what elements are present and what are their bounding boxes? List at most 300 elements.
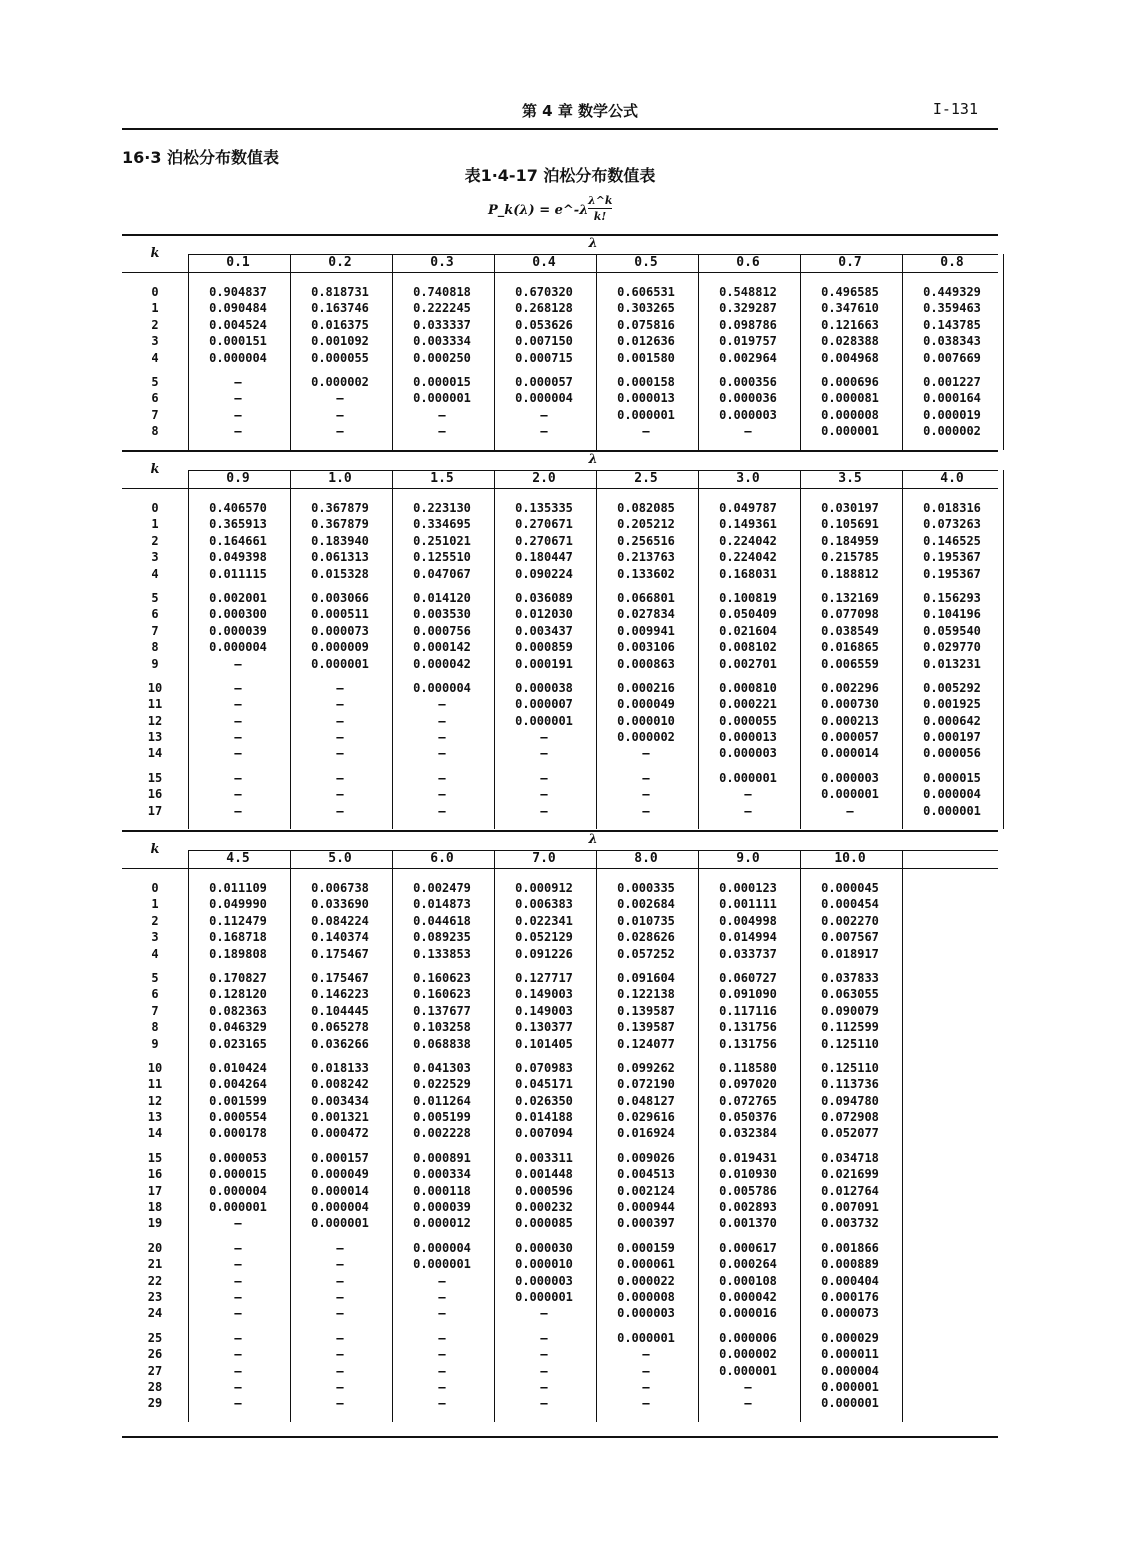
probability-cell: — (336, 1273, 344, 1288)
probability-cell: 0.000057 (515, 374, 573, 389)
row-gap (188, 366, 288, 374)
probability-cell: 0.195367 (923, 550, 981, 565)
probability-cell: 0.548812 (719, 285, 777, 299)
probability-column (494, 880, 594, 1412)
k-value: 5 (151, 590, 159, 605)
probability-cell: 0.112479 (209, 913, 267, 928)
k-value: 6 (151, 607, 159, 622)
probability-cell: 0.002479 (413, 881, 471, 895)
probability-cell: 0.038343 (923, 334, 981, 349)
probability-cell: 0.175467 (311, 946, 369, 961)
probability-cell: 0.223130 (413, 501, 471, 515)
probability-cell: 0.007669 (923, 350, 981, 365)
probability-cell: 0.000001 (821, 424, 879, 439)
probability-cell: 0.000019 (923, 407, 981, 422)
probability-cell: 0.000232 (515, 1200, 573, 1215)
probability-cell: 0.000042 (719, 1289, 777, 1304)
probability-cell: 0.818731 (311, 285, 369, 299)
probability-cell: — (234, 407, 242, 422)
probability-cell: — (336, 1347, 344, 1362)
probability-cell: 0.003437 (515, 623, 573, 638)
probability-cell: — (744, 1379, 752, 1394)
probability-cell: 0.000004 (515, 391, 573, 406)
row-gap (800, 366, 900, 374)
probability-cell: 0.329287 (719, 301, 777, 316)
probability-cell: 0.007094 (515, 1126, 573, 1141)
probability-cell: 0.004513 (617, 1167, 675, 1182)
probability-cell: 0.038549 (821, 623, 879, 638)
probability-cell: — (336, 803, 344, 818)
row-gap (698, 672, 798, 680)
probability-cell: 0.002964 (719, 350, 777, 365)
probability-cell: 0.367879 (311, 501, 369, 515)
probability-cell: 0.034718 (821, 1150, 879, 1165)
probability-cell: 0.146223 (311, 987, 369, 1002)
k-value: 3 (151, 334, 159, 349)
block-top-rule (122, 450, 998, 452)
table-bottom-rule (122, 1436, 998, 1438)
k-value: 11 (147, 1077, 163, 1092)
probability-cell: 0.000004 (209, 350, 267, 365)
row-gap (122, 1232, 188, 1240)
probability-cell: 0.904837 (209, 285, 267, 299)
probability-cell: 0.005199 (413, 1110, 471, 1125)
probability-cell: 0.030197 (821, 501, 879, 515)
probability-cell: 0.000221 (719, 697, 777, 712)
probability-cell: 0.000056 (923, 746, 981, 761)
probability-cell: — (744, 424, 752, 439)
probability-cell: 0.128120 (209, 987, 267, 1002)
probability-cell: 0.073263 (923, 517, 981, 532)
probability-cell: 0.000015 (413, 374, 471, 389)
probability-column (494, 284, 594, 440)
table-title: 表1·4-17 泊松分布数值表 (464, 166, 656, 185)
header-bottom-rule (122, 272, 998, 273)
probability-cell: 0.002684 (617, 897, 675, 912)
probability-cell: — (234, 1379, 242, 1394)
probability-cell: — (234, 680, 242, 695)
row-gap (698, 962, 798, 970)
row-gap (698, 1232, 798, 1240)
row-gap (698, 1142, 798, 1150)
k-value: 23 (147, 1289, 163, 1304)
probability-cell: 0.000397 (617, 1216, 675, 1231)
k-value: 2 (151, 913, 159, 928)
row-gap (392, 762, 492, 770)
formula-numerator: λ^k (588, 194, 613, 207)
probability-cell: 0.041303 (413, 1060, 471, 1075)
probability-cell: 0.268128 (515, 301, 573, 316)
probability-cell: 0.127717 (515, 970, 573, 985)
k-value: 10 (147, 1060, 163, 1075)
probability-cell: 0.063055 (821, 987, 879, 1002)
probability-cell: 0.009026 (617, 1150, 675, 1165)
row-gap (596, 582, 696, 590)
lambda-header: λ (588, 236, 598, 251)
probability-cell: 0.004264 (209, 1077, 267, 1092)
probability-cell: 0.000013 (617, 391, 675, 406)
probability-cell: — (438, 803, 446, 818)
probability-cell: 0.091604 (617, 970, 675, 985)
lambda-value: 1.5 (430, 471, 454, 486)
probability-cell: — (744, 787, 752, 802)
probability-column (596, 500, 696, 819)
probability-cell: 0.000108 (719, 1273, 777, 1288)
probability-cell: 0.213763 (617, 550, 675, 565)
row-gap (122, 366, 188, 374)
header-bottom-rule (122, 868, 998, 869)
row-gap (800, 1142, 900, 1150)
k-header: k (150, 462, 160, 477)
row-gap (188, 1052, 288, 1060)
probability-cell: 0.135335 (515, 501, 573, 515)
probability-cell: 0.000001 (821, 1379, 879, 1394)
probability-cell: — (540, 1363, 548, 1378)
probability-cell: 0.000045 (821, 881, 879, 895)
probability-column (596, 880, 696, 1412)
probability-column (290, 880, 390, 1412)
probability-column (392, 500, 492, 819)
formula-fraction (588, 193, 612, 224)
lambda-value: 6.0 (430, 851, 454, 866)
header-rule (122, 128, 998, 130)
probability-cell: 0.012764 (821, 1183, 879, 1198)
k-value: 15 (147, 1150, 163, 1165)
probability-cell: 0.170827 (209, 970, 267, 985)
probability-cell: 0.001599 (209, 1093, 267, 1108)
probability-cell: 0.048127 (617, 1093, 675, 1108)
probability-cell: — (234, 803, 242, 818)
probability-cell: — (642, 746, 650, 761)
probability-cell: 0.000042 (413, 656, 471, 671)
probability-cell: 0.000001 (719, 1363, 777, 1378)
row-gap (392, 1322, 492, 1330)
probability-cell: 0.104445 (311, 1003, 369, 1018)
probability-cell: 0.000715 (515, 350, 573, 365)
probability-cell: — (438, 697, 446, 712)
probability-column (392, 284, 492, 440)
probability-cell: — (234, 713, 242, 728)
probability-cell: 0.113736 (821, 1077, 879, 1092)
probability-cell: — (438, 1273, 446, 1288)
row-gap (800, 1322, 900, 1330)
k-value: 12 (147, 713, 163, 728)
probability-cell: 0.000213 (821, 713, 879, 728)
probability-cell: — (438, 1330, 446, 1345)
row-gap (290, 762, 390, 770)
probability-cell: 0.049398 (209, 550, 267, 565)
k-value: 3 (151, 550, 159, 565)
probability-cell: — (234, 1289, 242, 1304)
probability-cell: 0.000002 (617, 730, 675, 745)
probability-cell: — (438, 407, 446, 422)
k-value: 16 (147, 787, 163, 802)
probability-cell: 0.016865 (821, 640, 879, 655)
probability-cell: 0.094780 (821, 1093, 879, 1108)
probability-cell: — (438, 1363, 446, 1378)
probability-cell: 0.000073 (821, 1306, 879, 1321)
k-value: 10 (147, 680, 163, 695)
probability-cell: 0.099262 (617, 1060, 675, 1075)
probability-cell: 0.670320 (515, 285, 573, 299)
probability-cell: 0.000038 (515, 680, 573, 695)
probability-cell: 0.303265 (617, 301, 675, 316)
probability-cell: 0.000007 (515, 697, 573, 712)
probability-cell: 0.005786 (719, 1183, 777, 1198)
k-value: 2 (151, 317, 159, 332)
probability-cell: 0.000012 (413, 1216, 471, 1231)
lambda-value: 0.1 (226, 255, 250, 270)
probability-cell: — (642, 1347, 650, 1362)
probability-cell: 0.000001 (821, 1396, 879, 1411)
probability-cell: 0.000335 (617, 881, 675, 895)
probability-cell: 0.000511 (311, 607, 369, 622)
probability-cell: 0.003311 (515, 1150, 573, 1165)
row-gap (122, 762, 188, 770)
probability-cell: 0.270671 (515, 533, 573, 548)
probability-cell: — (234, 1273, 242, 1288)
probability-cell: 0.168718 (209, 930, 267, 945)
probability-cell: — (336, 1330, 344, 1345)
probability-cell: — (234, 1347, 242, 1362)
k-value: 6 (151, 391, 159, 406)
probability-cell: 0.367879 (311, 517, 369, 532)
probability-cell: 0.000001 (413, 391, 471, 406)
row-gap (188, 1142, 288, 1150)
probability-cell: 0.189808 (209, 946, 267, 961)
probability-cell: — (234, 1306, 242, 1321)
probability-cell: 0.002893 (719, 1200, 777, 1215)
k-value: 9 (151, 1036, 159, 1051)
row-gap (122, 672, 188, 680)
probability-cell: 0.000057 (821, 730, 879, 745)
probability-cell: 0.000004 (413, 1240, 471, 1255)
row-gap (494, 962, 594, 970)
probability-cell: 0.000001 (515, 1289, 573, 1304)
k-value: 17 (147, 803, 163, 818)
probability-cell: — (336, 1289, 344, 1304)
probability-cell: 0.018133 (311, 1060, 369, 1075)
probability-cell: 0.132169 (821, 590, 879, 605)
probability-cell: — (336, 713, 344, 728)
lambda-value: 9.0 (736, 851, 760, 866)
probability-cell: 0.000730 (821, 697, 879, 712)
probability-cell: 0.222245 (413, 301, 471, 316)
k-value: 12 (147, 1093, 163, 1108)
probability-cell: 0.149003 (515, 1003, 573, 1018)
probability-column (596, 284, 696, 440)
probability-cell: 0.002296 (821, 680, 879, 695)
probability-cell: 0.143785 (923, 317, 981, 332)
probability-cell: — (336, 1306, 344, 1321)
probability-cell: 0.000001 (617, 407, 675, 422)
k-value: 22 (147, 1273, 163, 1288)
probability-cell: — (642, 770, 650, 785)
k-value: 24 (147, 1306, 163, 1321)
probability-column (188, 880, 288, 1412)
probability-cell: 0.047067 (413, 566, 471, 581)
probability-cell: 0.000001 (413, 1257, 471, 1272)
k-value: 6 (151, 987, 159, 1002)
probability-cell: — (642, 1396, 650, 1411)
probability-cell: 0.359463 (923, 301, 981, 316)
probability-cell: 0.000073 (311, 623, 369, 638)
probability-cell: 0.044618 (413, 913, 471, 928)
k-value: 13 (147, 730, 163, 745)
probability-cell: 0.000159 (617, 1240, 675, 1255)
probability-cell: 0.104196 (923, 607, 981, 622)
probability-cell: 0.032384 (719, 1126, 777, 1141)
probability-column (800, 500, 900, 819)
probability-cell: 0.000049 (617, 697, 675, 712)
probability-cell: — (540, 770, 548, 785)
lambda-value: 8.0 (634, 851, 658, 866)
row-gap (122, 1322, 188, 1330)
row-gap (290, 962, 390, 970)
probability-cell: 0.118580 (719, 1060, 777, 1075)
probability-cell: 0.049787 (719, 501, 777, 515)
probability-cell: — (642, 787, 650, 802)
probability-cell: 0.270671 (515, 517, 573, 532)
probability-cell: 0.090224 (515, 566, 573, 581)
lambda-value: 10.0 (834, 851, 866, 866)
row-gap (188, 1322, 288, 1330)
page-number: I-131 (932, 100, 978, 118)
probability-cell: — (234, 1240, 242, 1255)
row-gap (392, 1052, 492, 1060)
table-block (122, 830, 998, 1530)
k-value: 0 (151, 501, 159, 515)
probability-cell: — (540, 1379, 548, 1394)
probability-cell: 0.066801 (617, 590, 675, 605)
probability-cell: — (642, 803, 650, 818)
probability-cell: 0.090484 (209, 301, 267, 316)
probability-cell: 0.029616 (617, 1110, 675, 1125)
probability-cell: 0.007150 (515, 334, 573, 349)
probability-cell: — (234, 1257, 242, 1272)
probability-cell: 0.018316 (923, 501, 981, 515)
probability-cell: 0.072908 (821, 1110, 879, 1125)
probability-cell: 0.003530 (413, 607, 471, 622)
probability-cell: 0.007567 (821, 930, 879, 945)
probability-cell: 0.000003 (515, 1273, 573, 1288)
probability-cell: 0.015328 (311, 566, 369, 581)
k-value: 15 (147, 770, 163, 785)
row-gap (122, 1142, 188, 1150)
k-value: 29 (147, 1396, 163, 1411)
probability-cell: — (642, 1379, 650, 1394)
probability-cell: 0.011115 (209, 566, 267, 581)
probability-cell: — (540, 407, 548, 422)
row-gap (494, 366, 594, 374)
probability-column (698, 284, 798, 440)
probability-cell: 0.000642 (923, 713, 981, 728)
probability-cell: — (744, 803, 752, 818)
probability-cell: 0.029770 (923, 640, 981, 655)
probability-cell: 0.103258 (413, 1020, 471, 1035)
probability-cell: 0.016375 (311, 317, 369, 332)
probability-cell: 0.175467 (311, 970, 369, 985)
probability-cell: 0.160623 (413, 987, 471, 1002)
probability-cell: 0.001111 (719, 897, 777, 912)
probability-cell: 0.000863 (617, 656, 675, 671)
probability-cell: 0.000022 (617, 1273, 675, 1288)
probability-cell: 0.140374 (311, 930, 369, 945)
probability-cell: 0.000889 (821, 1257, 879, 1272)
row-gap (392, 1142, 492, 1150)
probability-cell: 0.160623 (413, 970, 471, 985)
probability-cell: 0.019431 (719, 1150, 777, 1165)
k-value: 7 (151, 407, 159, 422)
probability-cell: 0.007091 (821, 1200, 879, 1215)
probability-cell: 0.000013 (719, 730, 777, 745)
probability-cell: 0.033337 (413, 317, 471, 332)
probability-cell: 0.740818 (413, 285, 471, 299)
probability-cell: 0.000002 (719, 1347, 777, 1362)
row-gap (290, 1142, 390, 1150)
probability-cell: 0.072765 (719, 1093, 777, 1108)
probability-cell: 0.496585 (821, 285, 879, 299)
probability-cell: 0.000039 (209, 623, 267, 638)
probability-cell: 0.000356 (719, 374, 777, 389)
probability-column (698, 880, 798, 1412)
k-value: 14 (147, 1126, 163, 1141)
probability-cell: 0.075816 (617, 317, 675, 332)
probability-cell: 0.000081 (821, 391, 879, 406)
probability-cell: — (234, 424, 242, 439)
probability-cell: 0.000001 (821, 787, 879, 802)
probability-cell: 0.000696 (821, 374, 879, 389)
probability-cell: 0.003334 (413, 334, 471, 349)
probability-cell: 0.105691 (821, 517, 879, 532)
probability-cell: 0.163746 (311, 301, 369, 316)
probability-column (800, 880, 900, 1412)
probability-cell: 0.133602 (617, 566, 675, 581)
lambda-value: 0.3 (430, 255, 454, 270)
row-gap (188, 1232, 288, 1240)
probability-cell: — (336, 697, 344, 712)
k-value: 4 (151, 946, 159, 961)
probability-column (188, 500, 288, 819)
probability-cell: 0.121663 (821, 317, 879, 332)
k-value: 5 (151, 374, 159, 389)
probability-cell: 0.097020 (719, 1077, 777, 1092)
k-value: 28 (147, 1379, 163, 1394)
probability-cell: 0.133853 (413, 946, 471, 961)
probability-cell: 0.002228 (413, 1126, 471, 1141)
k-value: 1 (151, 897, 159, 912)
probability-cell: 0.000055 (311, 350, 369, 365)
probability-cell: — (234, 697, 242, 712)
row-gap (494, 1232, 594, 1240)
probability-cell: 0.000001 (515, 713, 573, 728)
probability-cell: 0.146525 (923, 533, 981, 548)
probability-cell: 0.010424 (209, 1060, 267, 1075)
row-gap (494, 1052, 594, 1060)
k-value: 0 (151, 285, 159, 299)
probability-cell: 0.014188 (515, 1110, 573, 1125)
probability-cell: 0.068838 (413, 1036, 471, 1051)
probability-cell: — (336, 391, 344, 406)
probability-cell: 0.000015 (209, 1167, 267, 1182)
probability-cell: 0.004968 (821, 350, 879, 365)
probability-cell: 0.000016 (719, 1306, 777, 1321)
row-gap (596, 1052, 696, 1060)
row-gap (290, 1322, 390, 1330)
row-gap (290, 582, 390, 590)
lambda-value: 0.2 (328, 255, 352, 270)
probability-cell: 0.001866 (821, 1240, 879, 1255)
